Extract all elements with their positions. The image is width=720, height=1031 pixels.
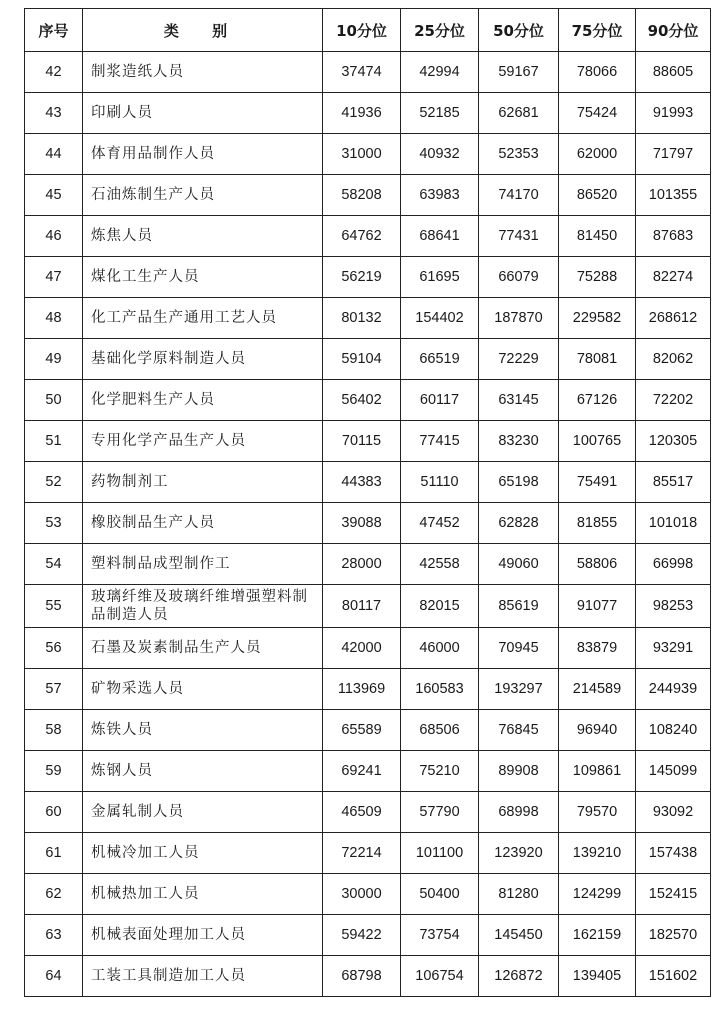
cell-seq: 55 [25,585,83,628]
cell-p75: 109861 [559,751,636,792]
cell-p90: 93092 [636,792,711,833]
cell-p10: 64762 [323,216,401,257]
cell-p10: 59422 [323,915,401,956]
cell-p10: 37474 [323,52,401,93]
cell-p10: 46509 [323,792,401,833]
cell-p25: 63983 [401,175,479,216]
cell-p50: 76845 [479,710,559,751]
cell-p75: 83879 [559,628,636,669]
cell-seq: 45 [25,175,83,216]
cell-p90: 91993 [636,93,711,134]
cell-p75: 81855 [559,503,636,544]
table-row [25,669,711,710]
cell-category: 药物制剂工 [83,462,323,503]
cell-p10: 68798 [323,956,401,997]
cell-p75: 75424 [559,93,636,134]
cell-category: 橡胶制品生产人员 [83,503,323,544]
cell-p90: 82062 [636,339,711,380]
table-row [25,93,711,134]
cell-p10: 58208 [323,175,401,216]
cell-category: 机械表面处理加工人员 [83,915,323,956]
cell-seq: 48 [25,298,83,339]
cell-p25: 40932 [401,134,479,175]
cell-p25: 101100 [401,833,479,874]
cell-p75: 78081 [559,339,636,380]
cell-p25: 61695 [401,257,479,298]
cell-category: 塑料制品成型制作工 [83,544,323,585]
cell-p75: 75491 [559,462,636,503]
wage-percentile-table [24,8,711,997]
cell-p50: 83230 [479,421,559,462]
cell-p75: 78066 [559,52,636,93]
cell-p50: 68998 [479,792,559,833]
cell-p25: 66519 [401,339,479,380]
cell-p25: 60117 [401,380,479,421]
cell-p75: 81450 [559,216,636,257]
cell-p90: 152415 [636,874,711,915]
cell-seq: 59 [25,751,83,792]
cell-p50: 193297 [479,669,559,710]
cell-p90: 108240 [636,710,711,751]
cell-p10: 69241 [323,751,401,792]
cell-p25: 160583 [401,669,479,710]
cell-p75: 162159 [559,915,636,956]
header-seq: 序号 [25,9,83,52]
table-row [25,710,711,751]
cell-p50: 74170 [479,175,559,216]
cell-p90: 66998 [636,544,711,585]
table-row [25,175,711,216]
cell-p25: 50400 [401,874,479,915]
cell-p25: 68641 [401,216,479,257]
table-row [25,380,711,421]
cell-p90: 88605 [636,52,711,93]
cell-category: 专用化学产品生产人员 [83,421,323,462]
table-row [25,421,711,462]
table-row [25,915,711,956]
cell-p90: 244939 [636,669,711,710]
cell-p90: 72202 [636,380,711,421]
cell-category: 机械冷加工人员 [83,833,323,874]
cell-p50: 66079 [479,257,559,298]
cell-p75: 214589 [559,669,636,710]
cell-seq: 53 [25,503,83,544]
cell-category: 矿物采选人员 [83,669,323,710]
table-row [25,257,711,298]
cell-category: 基础化学原料制造人员 [83,339,323,380]
header-row [25,9,711,52]
cell-p10: 113969 [323,669,401,710]
table-row [25,585,711,628]
cell-seq: 50 [25,380,83,421]
cell-category: 炼钢人员 [83,751,323,792]
cell-p10: 44383 [323,462,401,503]
cell-p50: 59167 [479,52,559,93]
cell-p75: 79570 [559,792,636,833]
cell-seq: 42 [25,52,83,93]
cell-p25: 106754 [401,956,479,997]
table-row [25,216,711,257]
header-category: 类 别 [83,9,323,52]
cell-p50: 145450 [479,915,559,956]
cell-p90: 82274 [636,257,711,298]
cell-p25: 51110 [401,462,479,503]
cell-p90: 101018 [636,503,711,544]
cell-p75: 86520 [559,175,636,216]
cell-p90: 120305 [636,421,711,462]
cell-p50: 89908 [479,751,559,792]
cell-p90: 98253 [636,585,711,628]
cell-p25: 77415 [401,421,479,462]
cell-p75: 124299 [559,874,636,915]
cell-category: 金属轧制人员 [83,792,323,833]
cell-category: 石油炼制生产人员 [83,175,323,216]
cell-seq: 47 [25,257,83,298]
header-p50: 50分位 [479,9,559,52]
header-p90: 90分位 [636,9,711,52]
cell-category: 体育用品制作人员 [83,134,323,175]
cell-p90: 145099 [636,751,711,792]
cell-p75: 139405 [559,956,636,997]
cell-p10: 70115 [323,421,401,462]
cell-p10: 72214 [323,833,401,874]
table-row [25,628,711,669]
cell-p75: 91077 [559,585,636,628]
cell-p10: 65589 [323,710,401,751]
cell-p90: 85517 [636,462,711,503]
cell-p25: 75210 [401,751,479,792]
cell-p25: 68506 [401,710,479,751]
cell-p25: 82015 [401,585,479,628]
cell-p50: 187870 [479,298,559,339]
cell-p50: 65198 [479,462,559,503]
cell-category: 工装工具制造加工人员 [83,956,323,997]
table-row [25,52,711,93]
cell-p25: 42558 [401,544,479,585]
cell-p50: 81280 [479,874,559,915]
table-row [25,874,711,915]
cell-p10: 39088 [323,503,401,544]
cell-p50: 85619 [479,585,559,628]
cell-p10: 80132 [323,298,401,339]
cell-p10: 30000 [323,874,401,915]
cell-seq: 64 [25,956,83,997]
cell-p75: 58806 [559,544,636,585]
cell-p75: 100765 [559,421,636,462]
header-p25: 25分位 [401,9,479,52]
cell-p90: 87683 [636,216,711,257]
cell-p25: 154402 [401,298,479,339]
cell-p50: 52353 [479,134,559,175]
cell-p90: 157438 [636,833,711,874]
header-p10: 10分位 [323,9,401,52]
table-row [25,298,711,339]
cell-category: 煤化工生产人员 [83,257,323,298]
cell-p10: 42000 [323,628,401,669]
cell-p10: 56402 [323,380,401,421]
table-row [25,134,711,175]
cell-p10: 28000 [323,544,401,585]
cell-p90: 101355 [636,175,711,216]
cell-p50: 77431 [479,216,559,257]
cell-p75: 96940 [559,710,636,751]
cell-p10: 56219 [323,257,401,298]
cell-seq: 46 [25,216,83,257]
cell-category: 石墨及炭素制品生产人员 [83,628,323,669]
cell-seq: 43 [25,93,83,134]
cell-p90: 151602 [636,956,711,997]
cell-category: 炼焦人员 [83,216,323,257]
table-row [25,462,711,503]
cell-p75: 67126 [559,380,636,421]
cell-seq: 60 [25,792,83,833]
cell-category: 制浆造纸人员 [83,52,323,93]
cell-seq: 44 [25,134,83,175]
cell-p50: 123920 [479,833,559,874]
cell-p10: 59104 [323,339,401,380]
table-body [25,52,711,997]
cell-p75: 229582 [559,298,636,339]
cell-category: 炼铁人员 [83,710,323,751]
cell-p25: 42994 [401,52,479,93]
cell-p50: 49060 [479,544,559,585]
table-header [25,9,711,52]
cell-seq: 56 [25,628,83,669]
table-row [25,956,711,997]
cell-p50: 62828 [479,503,559,544]
cell-seq: 54 [25,544,83,585]
cell-seq: 61 [25,833,83,874]
cell-p25: 52185 [401,93,479,134]
cell-p90: 71797 [636,134,711,175]
cell-category: 化学肥料生产人员 [83,380,323,421]
cell-seq: 52 [25,462,83,503]
cell-p10: 41936 [323,93,401,134]
cell-p50: 126872 [479,956,559,997]
table-row [25,503,711,544]
cell-p75: 75288 [559,257,636,298]
table-row [25,833,711,874]
cell-seq: 63 [25,915,83,956]
cell-category: 印刷人员 [83,93,323,134]
cell-p50: 62681 [479,93,559,134]
header-p75: 75分位 [559,9,636,52]
cell-category: 玻璃纤维及玻璃纤维增强塑料制品制造人员 [83,585,323,628]
cell-seq: 51 [25,421,83,462]
cell-category: 机械热加工人员 [83,874,323,915]
cell-p25: 57790 [401,792,479,833]
table-row [25,339,711,380]
cell-p50: 70945 [479,628,559,669]
cell-seq: 58 [25,710,83,751]
table-row [25,544,711,585]
cell-p10: 31000 [323,134,401,175]
cell-seq: 62 [25,874,83,915]
cell-seq: 49 [25,339,83,380]
cell-p25: 73754 [401,915,479,956]
cell-p50: 72229 [479,339,559,380]
cell-p10: 80117 [323,585,401,628]
cell-seq: 57 [25,669,83,710]
cell-p90: 182570 [636,915,711,956]
cell-p25: 46000 [401,628,479,669]
table-row [25,751,711,792]
table-row [25,792,711,833]
cell-p75: 62000 [559,134,636,175]
cell-p90: 268612 [636,298,711,339]
cell-p75: 139210 [559,833,636,874]
cell-p25: 47452 [401,503,479,544]
cell-p90: 93291 [636,628,711,669]
cell-category: 化工产品生产通用工艺人员 [83,298,323,339]
cell-p50: 63145 [479,380,559,421]
